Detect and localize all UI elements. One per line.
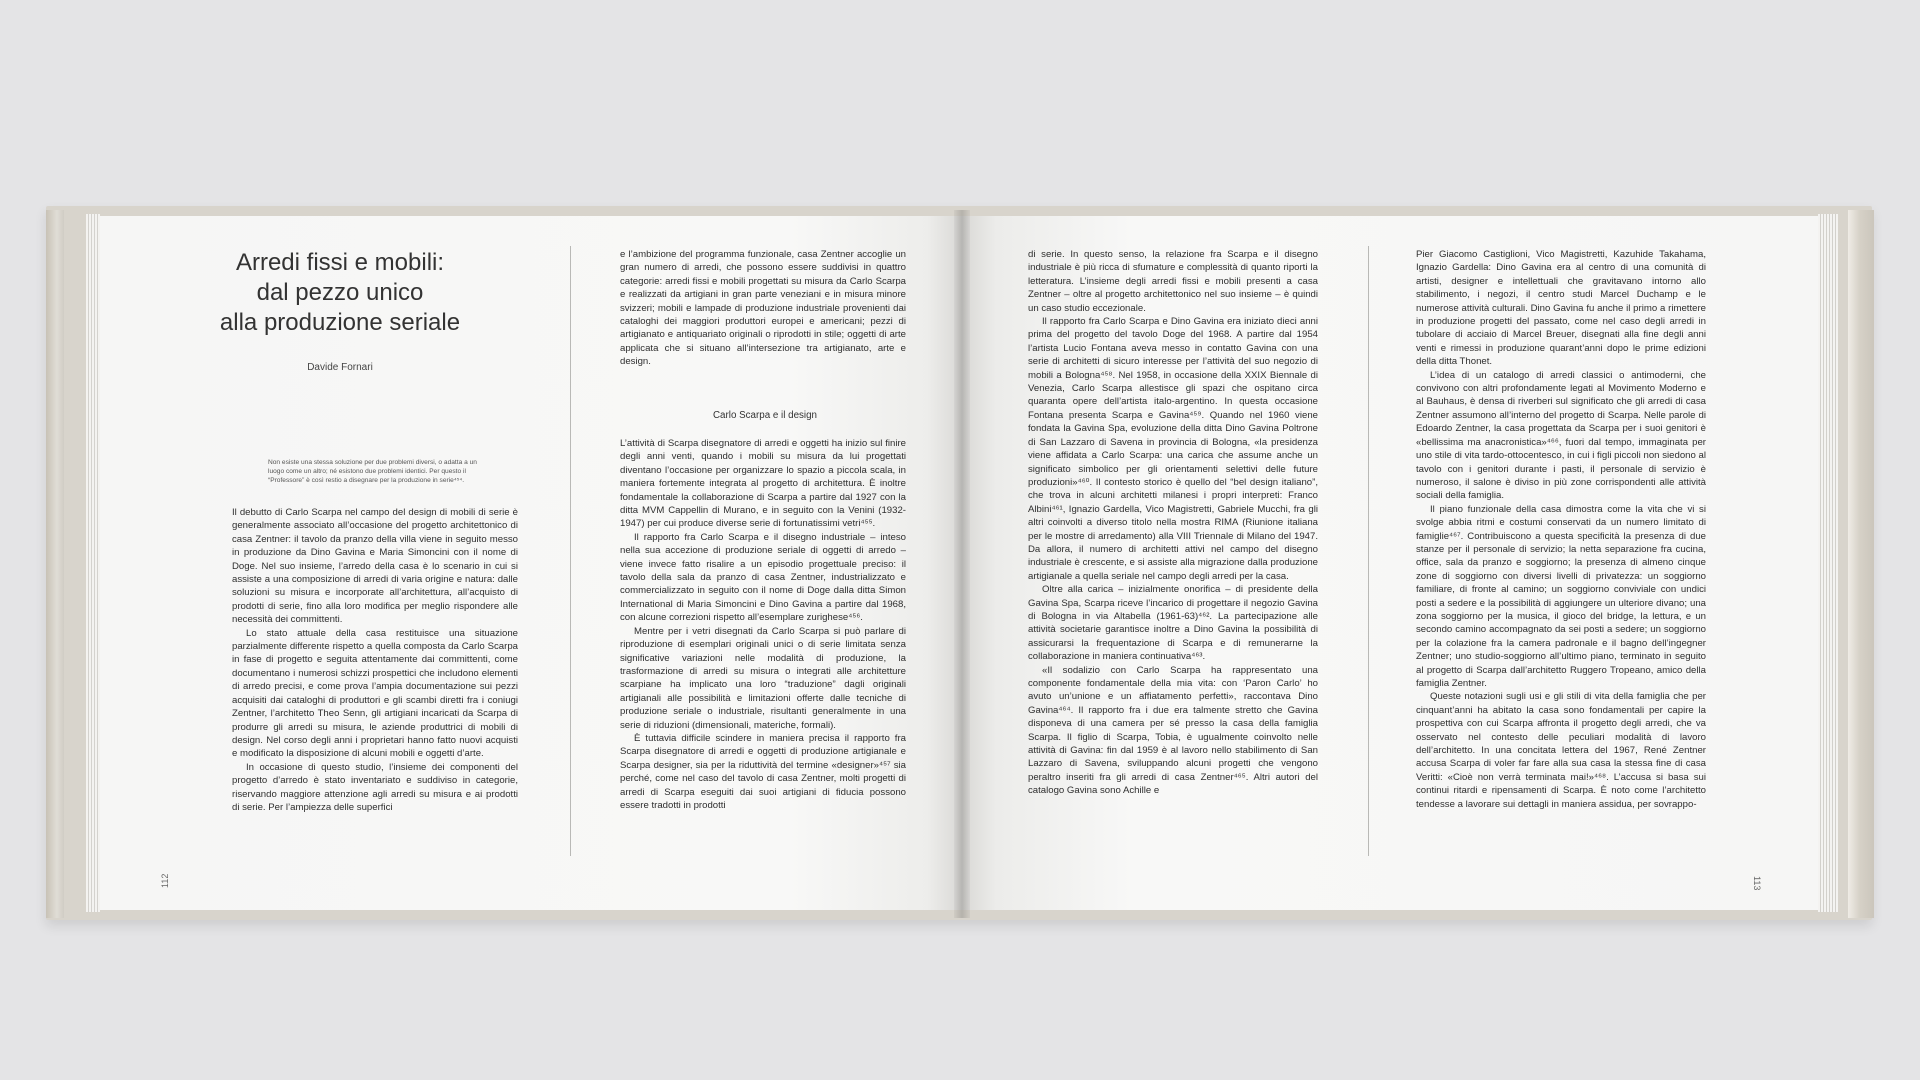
page-edges-right — [1818, 214, 1838, 912]
author-name: Davide Fornari — [307, 362, 373, 373]
column-divider — [570, 246, 571, 856]
paragraph: L’idea di un catalogo di arredi classici o antimoderni, che convivono con altri profondamente legati al Movimento Moderno e al Bauhaus, è densa di riverberi sul significato che gli arredi di casa Zentner assumono all’interno del progetto di Scarpa. Nelle parole di Edoardo Zentner, la casa progettata da Scarpa per i suoi genitori è «bellissima ma anacronistica»⁴⁶⁶, fuori dal tempo, immaginata per uno stile di vita tardo-ottocentesco, in cui i figli piccoli non siedono al tavolo con i genitori durante i pasti, il personale di servizio è numeroso, il salone è diviso in più zone corrispondenti alle attività sociali della famiglia. — [1416, 369, 1706, 502]
text-column-2 — [620, 437, 906, 812]
epigraph: Non esiste una stessa soluzione per due problemi diversi, o adatta a un luogo come un altro; né esistono due problemi identici. Per questo il “Professore” è così restio a disegnare per la produzione in serie⁴⁵⁴. — [268, 459, 477, 484]
paragraph: Il piano funzionale della casa dimostra come la vita che vi si svolge abbia ritmi e costumi conservati da un numero limitato di famiglie⁴⁶⁷. Contribuiscono a questa specificità la presenza di due stanze per il personale di servizio; la netta separazione fra cucina, office, sala da pranzo e soggiorno; la presenza di almeno cinque zone di soggiorno con diversi livelli di privatezza: un soggiorno familiare, di fronte al camino; un soggiorno conviviale con undici posti a sedere e la possibilità di aggiungere un ulteriore divano; una zona soggiorno per la musica, il gioco del bridge, la lettura, e un secondo camino accompagnato da sei posti a sedere; un soggiorno per la colazione fra la camera padronale e il bagno dell’ingegner Zentner; uno studio-soggiorno all’ultimo piano, terminato in seguito al progetto di Scarpa dall’architetto Ruggero Tropeano, amico della famiglia Zentner. — [1416, 503, 1706, 689]
text-column-1 — [232, 506, 518, 814]
paragraph: Pier Giacomo Castiglioni, Vico Magistretti, Kazuhide Takahama, Ignazio Gardella: Dino Gavina era al centro di una comunità di artisti, designer e intellettuali che gravitavano intorno allo stabilimento, i negozi, il centro studi Marcel Duchamp e le numerose attività culturali. Dino Gavina fu anche il primo a rimettere in produzione progetti del passato, come nel caso degli arredi in tubolare di acciaio di Marcel Breuer, disegnati alla fine degli anni venti e rimessi in produzione quarant’anni dopo le prime edizioni della ditta Thonet. — [1416, 249, 1706, 368]
text-column-3 — [1028, 248, 1318, 798]
cover-right-edge — [1848, 210, 1874, 918]
chapter-title-line: alla produzione seriale — [219, 309, 461, 336]
page-number-left: 112 — [160, 873, 170, 888]
chapter-title-line: Arredi fissi e mobili: — [235, 249, 445, 276]
text-column-4 — [1416, 248, 1706, 811]
text-column-2-intro — [620, 248, 906, 369]
paragraph: È tuttavia difficile scindere in maniera precisa il rapporto fra Scarpa disegnatore di arredi e oggetti di produzione artigianale e Scarpa designer, sia per la riduttività del termine «designer»⁴⁵⁷ sia perché, come nel caso del tavolo di casa Zentner, molti progetti di arredi di Scarpa eseguiti dai suoi artigiani di fiducia possono essere tradotti in prodotti — [620, 732, 906, 811]
paragraph: Queste notazioni sugli usi e gli stili di vita della famiglia che per cinquant’anni ha abitato la casa sono fondamentali per capire la prospettiva con cui Scarpa affronta il progetto degli arredi, che va osservato nel contesto delle peculiari modalità di lavoro dell’architetto. In una concitata lettera del 1967, René Zentner accusa Scarpa di voler far fare alla sua casa la stessa fine di casa Veritti: «Cioè non verrà terminata mai!»⁴⁶⁸. L’accusa si basa sui continui ritardi e ripensamenti di Scarpa. È noto come l’architetto tendesse a lavorare sui dettagli in maniera assidua, per sovrappo- — [1416, 691, 1706, 810]
column-divider — [1368, 246, 1369, 856]
paragraph: «Il sodalizio con Carlo Scarpa ha rappresentato una componente fondamentale della mia vita: con ‘Paron Carlo’ ho avuto un’unione e un affiatamento perfetti», raccontava Dino Gavina⁴⁶⁴. Il rapporto fra i due era talmente stretto che Gavina disponeva di una camera per sé presso la casa della famiglia Scarpa. Il figlio di Scarpa, Tobia, è ugualmente coinvolto nelle attività di Gavina: fin dal 1959 è al lavoro nello stabilimento di San Lazzaro di Savena, sviluppando alcuni progetti che vengono peraltro inseriti fra gli arredi di casa Zentner⁴⁶⁵. Altri autori del catalogo Gavina sono Achille e — [1028, 664, 1318, 797]
chapter-title-line: dal pezzo unico — [256, 279, 424, 306]
paragraph: Il debutto di Carlo Scarpa nel campo del design di mobili di serie è generalmente associato all’occasione del progetto architettonico di casa Zentner: il tavolo da pranzo della villa viene in seguito messo in produzione da Dino Gavina e Maria Simoncini con il nome di Doge. Nel suo insieme, l’arredo della casa è lo scenario in cui si assiste a una composizione di arredi di varia origine e natura: dalle soluzioni su misura e incorporate all’architettura, all’acquisto di prodotti di serie, fino alla loro modifica per meglio rispondere alle necessità dei committenti. — [232, 507, 518, 626]
page-number-right: 113 — [1752, 876, 1762, 891]
paragraph: Il rapporto fra Carlo Scarpa e Dino Gavina era iniziato dieci anni prima del progetto del tavolo Doge del 1968. A partire dal 1954 l’artista Lucio Fontana aveva messo in contatto Gavina con una serie di architetti di sicuro interesse per l’attività del suo negozio di mobili a Bologna⁴⁵⁸. Nel 1958, in occasione della XXIX Biennale di Venezia, Carlo Scarpa allestisce gli spazi che ospitano circa quaranta opere dell’artista italo-argentino. In questa occasione Fontana presenta Scarpa e Gavina⁴⁵⁹. Quando nel 1960 viene fondata la Gavina Spa, evoluzione della ditta Dino Gavina Poltrone di San Lazzaro di Savena in provincia di Bologna, «la presidenza viene affidata a Carlo Scarpa: una carica che assume anche un significato simbolico per gli orientamenti selettivi delle future produzioni»⁴⁶⁰. Il contesto storico è quello del “bel design italiano”, che trova in alcuni architetti milanesi i propri interpreti: Franco Albini⁴⁶¹, Ignazio Gardella, Vico Magistretti, Gabriele Mucchi, fra gli altri coinvolti a diverso titolo nella mostra RIMA (Riunione italiana per le mostre di arredamento) alla VIII Triennale di Milano del 1947. Da allora, il numero di architetti attivi nel campo del disegno industriale è crescente, e si assiste alla migrazione dalla produzione artigianale a quella seriale nel campo degli arredi per la casa. — [1028, 316, 1318, 582]
paragraph: di serie. In questo senso, la relazione fra Scarpa e il disegno industriale è più ricca di sfumature e complessità di quanto riporti la letteratura. L’insieme degli arredi fissi e mobili presenti a casa Zentner – oltre al progetto architettonico nel suo insieme – è quindi un caso studio eccezionale. — [1028, 249, 1318, 314]
cover-left-edge — [46, 210, 64, 918]
paragraph: Il rapporto fra Carlo Scarpa e il disegno industriale – inteso nella sua accezione di produzione seriale di oggetti di arredo – viene invece fatto risalire a un episodio progettuale preciso: il tavolo della sala da pranzo di casa Zentner, industrializzato e commercializzato in seguito con il nome di Doge dalla ditta Simon International di Maria Simoncini e Dino Gavina a partire dal 1968, con alcune correzioni rispetto all’esemplare zurighese⁴⁵⁶. — [620, 531, 906, 624]
page-edges-left — [86, 214, 100, 912]
paragraph: Oltre alla carica – inizialmente onorifica – di presidente della Gavina Spa, Scarpa riceve l’incarico di progettare il negozio Gavina di Bologna in via Altabella (1961-63)⁴⁶². La partecipazione alle attività societarie garantisce inoltre a Dino Gavina la possibilità di assicurarsi la frequentazione di Scarpa e di remunerarne la collaborazione in maniera continuativa⁴⁶³. — [1028, 584, 1318, 663]
paragraph: e l’ambizione del programma funzionale, casa Zentner accoglie un gran numero di arredi, che possono essere suddivisi in quattro categorie: arredi fissi e mobili progettati su misura da Carlo Scarpa e realizzati da artigiani in gran parte veneziani e in misura minore svizzeri; mobili e lampade di produzione industriale provenienti dai cataloghi dei maggiori produttori europei e americani; pezzi di artigianato e antiquariato originali o riprodotti in stile; oggetti di arte applicata che si situano all’intersezione tra artigianato, arte e design. — [620, 249, 906, 368]
chapter-title — [180, 248, 500, 338]
book-gutter — [954, 210, 970, 918]
paragraph: L’attività di Scarpa disegnatore di arredi e oggetti ha inizio sul finire degli anni venti, quando i mobili su misura da lui progettati diventano l’occasione per organizzare lo spazio a piccola scala, in maniera fortemente integrata al progetto di architettura. È inoltre fondamentale la collaborazione di Scarpa a partire dal 1927 con la ditta MVM Cappellin di Murano, e in seguito con la Venini (1932-1947) per cui produce diverse serie di fortunatissimi vetri⁴⁵⁵. — [620, 438, 906, 530]
paragraph: In occasione di questo studio, l’insieme dei componenti del progetto d’arredo è stato inventariato e suddiviso in categorie, riservando maggiore attenzione agli arredi su misura e ai prodotti di serie. Per l’ampiezza delle superfici — [232, 761, 518, 813]
paragraph: Mentre per i vetri disegnati da Carlo Scarpa si può parlare di riproduzione di esemplari originali unici o di serie limitata senza significative variazioni nelle modalità di produzione, la trasformazione di arredi su misura o integrati alle architetture scarpiane ha implicato una loro “traduzione” dagli originali artigianali alle possibilità e limitazioni offerte dalle tecniche di produzione seriale o industriale, risultanti generalmente in una serie di riduzioni (dimensionali, materiche, formali). — [620, 625, 906, 731]
paragraph: Lo stato attuale della casa restituisce una situazione parzialmente differente rispetto a quella composta da Carlo Scarpa in fase di progetto e seguita attentamente dai committenti, come documentano i numerosi schizzi prospettici che includono elementi di arredo precisi, e come prova l’ampia documentazione sui pezzi acquisiti dai cataloghi di produttori e gli scambi diretti fra i coniugi Zentner, l’architetto Theo Senn, gli artigiani incaricati da Scarpa di produrre gli arredi su misura, le aziende produttrici di mobili di design. Nel corso degli anni i proprietari hanno fatto nuovi acquisti e modificato la disposizione di alcuni mobili e oggetti d’arte. — [232, 627, 518, 760]
section-heading: Carlo Scarpa e il design — [712, 410, 817, 421]
